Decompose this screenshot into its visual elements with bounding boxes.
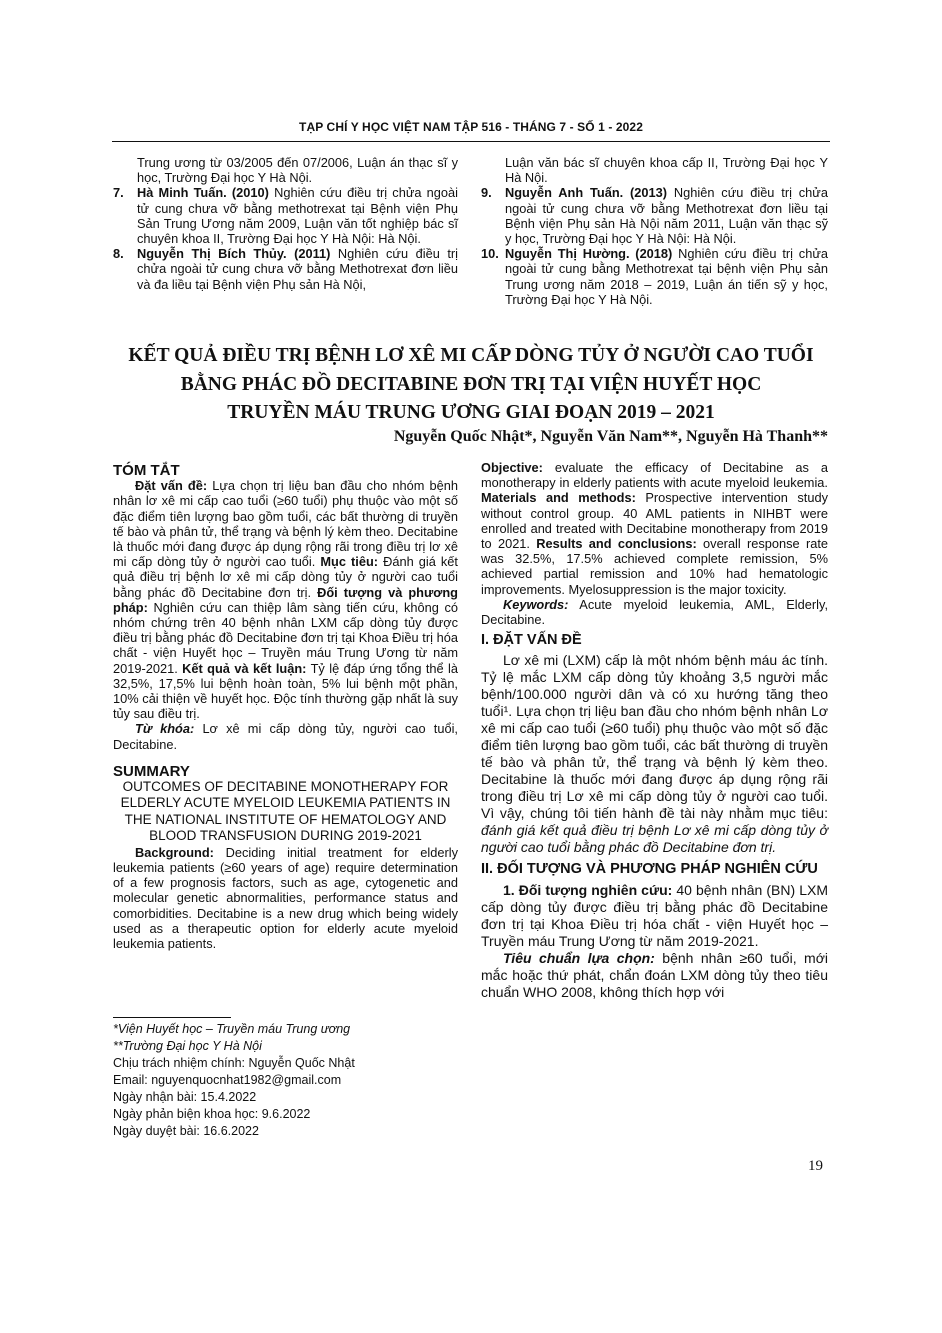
right-column: [481, 460, 828, 1001]
section-2-criteria: Tiêu chuẩn lựa chọn: bệnh nhân ≥60 tuổi, mới mắc hoặc thứ phát, chẩn đoán LXM dòng tủy theo tiêu chuẩn WHO 2008, không thích hợp với: [481, 949, 828, 1000]
references-right: [481, 155, 828, 307]
abstract-heading: TÓM TẮT: [113, 462, 180, 479]
summary-body-right: Objective: evaluate the efficacy of Decitabine as a monotherapy in elderly patients with acute myeloid leukemia. Materials and methods: Prospective intervention study without control group. 40 AML patients in NIHBT were enrolled and treated with Decitabine monotherapy from 2019 to 2021. Results and conclusions: overall response rate was 32.5%, 17.5% achieved complete remission, 5% achieved partial remission and 10% had hematologic improvements. Myelosuppression is the major toxicity.: [481, 460, 829, 597]
footnote-affiliation: **Trường Đại học Y Hà Nội: [113, 1039, 262, 1053]
journal-header: TẠP CHÍ Y HỌC VIỆT NAM TẬP 516 - THÁNG 7 - SỐ 1 - 2022: [299, 120, 643, 134]
reference-item: 9. Nguyễn Anh Tuấn. (2013) Nghiên cứu điều trị chửa ngoài tử cung chưa vỡ bằng Methotrexat đơn liều tại Bệnh viện Phụ sản Hà Nội năm 2011, Luận văn thạc sỹ y học, Trường Đại học Y Hà Nội: Hà Nội.: [481, 185, 828, 247]
left-column: [113, 463, 458, 951]
title-line: TRUYỀN MÁU TRUNG ƯƠNG GIAI ĐOẠN 2019 – 2021: [227, 402, 715, 423]
summary-heading: SUMMARY: [113, 762, 190, 780]
reference-item: 10. Nguyễn Thị Hường. (2018) Nghiên cứu điều trị chửa ngoài tử cung bằng Methotrexat tại bệnh viện Phụ sản Trung ương năm 2018 – 2019, Luận án tiến sỹ y học, Trường Đại học Y Hà Nội.: [481, 246, 828, 307]
footnote-affiliation: *Viện Huyết học – Truyền máu Trung ương: [113, 1022, 351, 1036]
article-title: [60, 342, 882, 428]
summary-keywords: Keywords: Acute myeloid leukemia, AML, Elderly, Decitabine.: [481, 596, 828, 628]
reference-item: 8. Nguyễn Thị Bích Thủy. (2011) Nghiên cứu điều trị chửa ngoài tử cung chưa vỡ bằng Methotrexat đơn liều và đa liều tại Bệnh viện Phụ sản Hà Nội,: [113, 246, 458, 292]
footnote-rule: [113, 1017, 231, 1018]
title-line: BẰNG PHÁC ĐỒ DECITABINE ĐƠN TRỊ TẠI VIỆN HUYẾT HỌC: [180, 373, 762, 395]
reference-item: Luận văn bác sĩ chuyên khoa cấp II, Trường Đại học Y Hà Nội.: [505, 155, 828, 186]
abstract-vi-keywords: Từ khóa: Lơ xê mi cấp dòng tủy, người cao tuổi, Decitabine.: [113, 721, 458, 752]
references-left: [113, 155, 458, 292]
title-line: KẾT QUẢ ĐIỀU TRỊ BỆNH LƠ XÊ MI CẤP DÒNG TỦY Ở NGƯỜI CAO TUỔI: [128, 345, 814, 366]
footnote-reviewed: Ngày phản biện khoa học: 9.6.2022: [113, 1107, 311, 1121]
footnotes: [113, 1021, 413, 1140]
section-1-body: Lơ xê mi (LXM) cấp là một nhóm bệnh máu ác tính. Tỷ lệ mắc LXM cấp dòng tủy khoảng 3,5 người mắc bệnh/100.000 người dân và có xu hướng tăng theo tuổi¹. Lựa chọn trị liệu ban đầu cho nhóm bệnh nhân Lơ xê mi cấp cao tuổi (≥60 tuổi) phụ thuộc vào một số đặc điểm tiên lượng bao gồm tuổi, các bất thường di truyền tế bào và phân tử, thể trạng và bệnh lý kèm theo. Decitabine là thuốc mới đang được áp dụng rộng rãi trong điều trị Lơ xê mi cấp dòng tủy ở người cao tuổi. Vì vậy, chúng tôi tiến hành đề tài này nhằm mục tiêu: đánh giá kết quả điều trị bệnh Lơ xê mi cấp dòng tủy ở người cao tuổi bằng phác đồ Decitabine đơn trị.: [481, 652, 828, 856]
abstract-vi-body: Đặt vấn đề: Lựa chọn trị liệu ban đầu cho nhóm bệnh nhân lơ xê mi cấp cao tuổi (≥60 tuổi) phụ thuộc vào một số đặc điểm tiên lượng bao gồm tuổi, các bất thường di truyền tế bào và phân tử, thể trạng và bệnh lý kèm theo. Decitabine là thuốc mới đang được áp dụng rộng rãi trong điều trị lơ xê mi cấp dòng tủy ở người cao tuổi. Mục tiêu: Đánh giá kết quả điều trị bệnh lơ xê mi cấp dòng tủy ở người cao tuổi bằng phác đồ Decitabine đơn trị. Đối tượng và phương pháp: Nghiên cứu can thiệp lâm sàng tiến cứu, không có nhóm chứng trên 40 bệnh nhân LXM cấp dòng tủy được điều trị bằng phác đồ Decitabine đơn trị tại Khoa Điều trị hóa chất - viện Huyết học – Truyền máu Trung Ương từ năm 2019-2021. Kết quả và kết luận: Tỷ lệ đáp ứng tổng thể là 32,5%, 17,5% lui bệnh hoàn toàn, 5% lui bệnh một phần, 10% cải thiện về huyết học. Độc tính thường gặp nhất là suy tủy sau điều trị.: [113, 478, 459, 722]
footnote-email: Email: nguyenquocnhat1982@gmail.com: [113, 1073, 342, 1087]
section-1-heading: I. ĐẶT VẤN ĐỀ: [481, 632, 582, 649]
header-rule: [112, 141, 830, 142]
summary-title: OUTCOMES OF DECITABINE MONOTHERAPY FOR ELDERLY ACUTE MYELOID LEUKEMIA PATIENTS IN THE NATIONAL INSTITUTE OF HEMATOLOGY AND BLOOD TRANSFUSION DURING 2019-2021: [120, 779, 451, 844]
author-list: Nguyễn Quốc Nhật*, Nguyễn Văn Nam**, Nguyễn Hà Thanh**: [393, 428, 828, 445]
footnote-received: Ngày nhận bài: 15.4.2022: [113, 1090, 257, 1104]
footnote-corresponding: Chịu trách nhiệm chính: Nguyễn Quốc Nhật: [113, 1056, 355, 1070]
section-2-heading: II. ĐỐI TƯỢNG VÀ PHƯƠNG PHÁP NGHIÊN CỨU: [481, 861, 818, 878]
summary-body-left: Background: Deciding initial treatment for elderly leukemia patients (≥60 years of age) require determination of a few prognosis factors, such as age, cytogenetic and molecular genetic abnormalities, performance status and comorbidities. Decitabine is a new drug which being widely used as a therapeutic option for elderly acute myeloid leukemia patients.: [113, 844, 458, 951]
reference-item: 7. Hà Minh Tuấn. (2010) Nghiên cứu điều trị chửa ngoài tử cung chưa vỡ bằng methotrexat tại Bệnh viện Phụ Sản Trung Ương năm 2009, Luận văn tốt nghiệp bác sĩ chuyên khoa II, Trường Đại học Y Hà Nội: Hà Nội.: [113, 185, 458, 247]
footnote-accepted: Ngày duyệt bài: 16.6.2022: [113, 1124, 259, 1138]
reference-item: Trung ương từ 03/2005 đến 07/2006, Luận án thạc sĩ y học, Trường Đại học Y Hà Nội.: [137, 155, 458, 186]
page-number: 19: [808, 1158, 823, 1174]
section-2-sub1: 1. Đối tượng nghiên cứu: 40 bệnh nhân (BN) LXM cấp dòng tủy được điều trị bằng phác đồ Decitabine đơn trị tại Khoa Điều trị hóa chất - viện Huyết học – Truyền máu Trung Ương từ năm 2019-2021.: [481, 881, 828, 949]
